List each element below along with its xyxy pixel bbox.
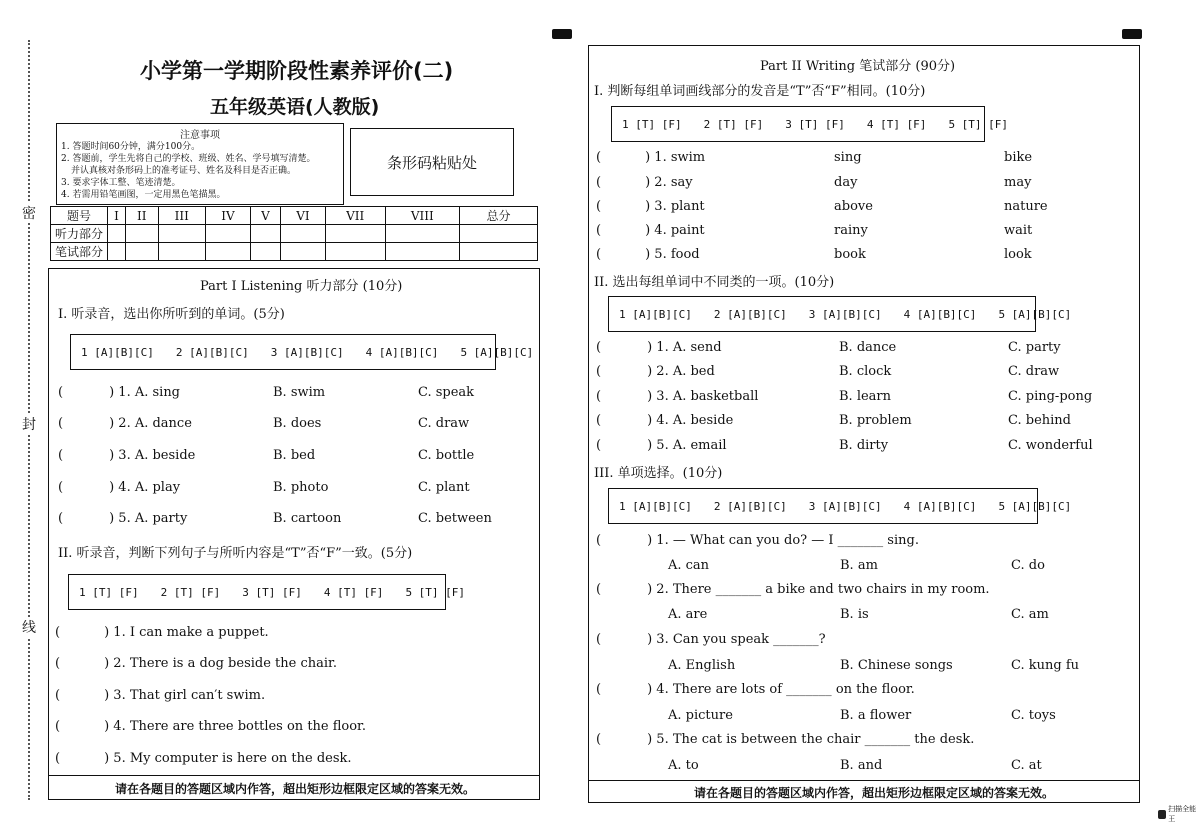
word-b: above	[834, 199, 873, 214]
answer-option[interactable]: 2 [T] [F]	[160, 585, 221, 599]
option-a: 4. A. beside	[656, 413, 734, 428]
mc-question: ( ) 3. Can you speak _______?	[596, 632, 826, 647]
answer-paren[interactable]: (	[596, 533, 602, 548]
option-b: B. Chinese songs	[840, 658, 953, 673]
option-b: B. learn	[839, 389, 892, 404]
answer-option[interactable]: 3 [A][B][C]	[808, 499, 882, 513]
answer-option[interactable]: 4 [A][B][C]	[365, 345, 439, 359]
option-c: C. behind	[1008, 413, 1071, 428]
category-row: ( ) 5. A. email B. dirty C. wonderful	[596, 438, 1093, 453]
score-cell[interactable]	[125, 225, 158, 243]
option-c: C. wonderful	[1008, 438, 1093, 453]
option-c: C. speak	[418, 385, 475, 400]
option-b: B. is	[840, 607, 869, 622]
word-a: 1. swim	[654, 150, 706, 165]
word-b: rainy	[834, 223, 868, 238]
answer-option[interactable]: 3 [A][B][C]	[808, 307, 882, 321]
option-a: 4. A. play	[118, 480, 181, 495]
word-b: sing	[834, 150, 862, 165]
part2-sec3-answer-box[interactable]	[608, 488, 1072, 524]
option-b: B. does	[273, 416, 322, 431]
score-cell[interactable]	[459, 225, 537, 243]
scanner-logo-text: 扫描全能王	[1168, 805, 1197, 823]
answer-option[interactable]: 3 [T] [F]	[242, 585, 302, 599]
option-b: B. a flower	[840, 708, 912, 723]
answer-paren[interactable]: (	[596, 682, 602, 697]
answer-paren[interactable]: (	[55, 719, 61, 734]
word-c: nature	[1004, 199, 1048, 214]
answer-paren[interactable]: (	[596, 582, 602, 597]
score-row-label: 笔试部分	[51, 243, 108, 261]
answer-paren[interactable]: (	[58, 511, 64, 526]
answer-option[interactable]: 5 [T] [F]	[948, 117, 1009, 131]
score-cell[interactable]	[158, 243, 205, 261]
mc-question: ( ) 1. — What can you do? — I _______ sing.	[596, 533, 919, 548]
answer-paren[interactable]: (	[55, 625, 61, 640]
phonics-row: ( ) 1. swim sing bike	[596, 150, 1033, 165]
margin-char-mi: 密	[22, 203, 36, 223]
tf-question-row: ( ) 5. My computer is here on the desk.	[55, 751, 352, 766]
answer-paren[interactable]: (	[596, 199, 602, 214]
option-c: C. at	[1011, 758, 1042, 773]
mc-stem: 1. — What can you do? — I _______ sing.	[656, 533, 919, 548]
category-row: ( ) 3. A. basketball B. learn C. ping-pong	[596, 389, 1093, 404]
tf-sentence: 2. There is a dog beside the chair.	[113, 656, 337, 671]
mc-question: ( ) 5. The cat is between the chair _______ the desk.	[596, 732, 975, 747]
question-row: ( ) 2. A. dance B. does C. draw	[58, 416, 470, 431]
answer-option[interactable]: 2 [T] [F]	[703, 117, 764, 131]
option-c: C. draw	[418, 416, 470, 431]
mc-options	[668, 558, 1108, 573]
category-row: ( ) 2. A. bed B. clock C. draw	[596, 364, 1060, 379]
score-row-label: 听力部分	[51, 225, 108, 243]
answer-paren[interactable]: (	[596, 389, 602, 404]
word-b: day	[834, 175, 858, 190]
page-title: 小学第一学期阶段性素养评价(二)	[140, 59, 454, 83]
mc-options	[668, 607, 1108, 622]
score-header-cell: VII	[325, 207, 385, 225]
option-a: 5. A. email	[656, 438, 727, 453]
answer-paren[interactable]: (	[55, 688, 61, 703]
option-a: 2. A. bed	[656, 364, 715, 379]
score-header-cell: 总分	[459, 207, 537, 225]
phonics-row: ( ) 3. plant above nature	[596, 199, 1048, 214]
score-header-cell: V	[250, 207, 280, 225]
score-cell[interactable]	[459, 243, 537, 261]
answer-option[interactable]: 1 [A][B][C]	[619, 499, 692, 513]
tf-question-row: ( ) 4. There are three bottles on the floor.	[55, 719, 366, 734]
tf-sentence: 4. There are three bottles on the floor.	[113, 719, 366, 734]
part1-sec1-answer-box[interactable]	[70, 334, 534, 370]
score-cell[interactable]	[108, 225, 126, 243]
part2-footer: 请在各题目的答题区域内作答，超出矩形边框限定区域的答案无效。	[694, 786, 1055, 800]
option-b: B. photo	[273, 480, 329, 495]
answer-paren[interactable]: (	[596, 340, 602, 355]
part2-sec2-title: II. 选出每组单词中不同类的一项。(10分)	[594, 275, 835, 290]
answer-option[interactable]: 2 [A][B][C]	[713, 307, 787, 321]
answer-paren[interactable]: (	[596, 732, 602, 747]
score-header-cell: I	[108, 207, 126, 225]
answer-option[interactable]: 1 [T] [F]	[622, 117, 682, 131]
word-a: 3. plant	[654, 199, 705, 214]
score-row-writing	[51, 243, 538, 261]
question-row: ( ) 4. A. play B. photo C. plant	[58, 480, 470, 495]
option-a: 2. A. dance	[118, 416, 192, 431]
word-c: bike	[1004, 150, 1033, 165]
option-c: C. do	[1011, 558, 1045, 573]
word-b: book	[834, 247, 866, 262]
answer-paren[interactable]: (	[58, 385, 64, 400]
option-c: C. toys	[1011, 708, 1056, 723]
option-b: B. and	[840, 758, 883, 773]
option-c: C. ping-pong	[1008, 389, 1093, 404]
answer-paren[interactable]: (	[596, 223, 602, 238]
margin-char-xian: 线	[22, 617, 36, 637]
answer-option[interactable]: 1 [A][B][C]	[81, 345, 154, 359]
notice-item-1: 1. 答题时间60分钟，满分100分。	[61, 142, 201, 152]
answer-paren[interactable]: (	[596, 632, 602, 647]
mc-stem: 2. There _______ a bike and two chairs in my room.	[656, 582, 990, 597]
part1-sec2-title: II. 听录音，判断下列句子与所听内容是“T”否“F”一致。(5分)	[58, 546, 413, 561]
answer-option[interactable]: 2 [A][B][C]	[175, 345, 249, 359]
answer-option[interactable]: 5 [T] [F]	[405, 585, 466, 599]
score-header-cell: VIII	[385, 207, 459, 225]
answer-option[interactable]: 3 [T] [F]	[785, 117, 845, 131]
word-c: may	[1004, 175, 1032, 190]
option-a: 5. A. party	[118, 511, 188, 526]
answer-paren[interactable]: (	[596, 438, 602, 453]
score-cell[interactable]	[206, 225, 251, 243]
option-b: B. problem	[839, 413, 912, 428]
option-a: 1. A. send	[656, 340, 722, 355]
answer-paren[interactable]: (	[58, 480, 64, 495]
notice-box	[56, 123, 344, 205]
option-a: 3. A. beside	[118, 448, 196, 463]
word-a: 5. food	[654, 247, 700, 262]
option-b: B. swim	[273, 385, 326, 400]
part2-sec1-title: I. 判断每组单词画线部分的发音是“T”否“F”相同。(10分)	[594, 84, 926, 99]
score-header-cell: III	[158, 207, 205, 225]
option-a: 3. A. basketball	[656, 389, 759, 404]
mc-options	[668, 758, 1108, 773]
score-cell[interactable]	[385, 225, 459, 243]
answer-paren[interactable]: (	[596, 150, 602, 165]
answer-paren[interactable]: (	[596, 413, 602, 428]
score-cell[interactable]	[108, 243, 126, 261]
category-row: ( ) 1. A. send B. dance C. party	[596, 340, 1061, 355]
page-subtitle: 五年级英语(人教版)	[210, 96, 380, 118]
answer-paren[interactable]: (	[55, 751, 61, 766]
part2-sec1-answer-box[interactable]	[611, 106, 1009, 142]
mc-question: ( ) 4. There are lots of _______ on the floor.	[596, 682, 915, 697]
answer-paren[interactable]: (	[596, 175, 602, 190]
answer-option[interactable]: 1 [A][B][C]	[619, 307, 692, 321]
tf-sentence: 5. My computer is here on the desk.	[113, 751, 352, 766]
score-cell[interactable]	[385, 243, 459, 261]
part1-sec2-answer-box[interactable]	[68, 574, 466, 610]
mc-stem: 3. Can you speak _______?	[656, 632, 826, 647]
word-c: wait	[1004, 223, 1033, 238]
option-c: C. plant	[418, 480, 470, 495]
answer-option[interactable]: 3 [A][B][C]	[270, 345, 344, 359]
tf-question-row: ( ) 3. That girl can′t swim.	[55, 688, 266, 703]
score-cell[interactable]	[281, 225, 326, 243]
tf-sentence: 1. I can make a puppet.	[113, 625, 269, 640]
notice-item-3: 3. 要求字体工整、笔迹清楚。	[61, 178, 181, 188]
score-table-header	[51, 207, 538, 225]
score-cell[interactable]	[158, 225, 205, 243]
score-header-cell: 题号	[51, 207, 108, 225]
option-c: C. kung fu	[1011, 658, 1080, 673]
option-c: C. party	[1008, 340, 1061, 355]
option-c: C. bottle	[418, 448, 475, 463]
barcode-area	[350, 128, 514, 196]
word-a: 4. paint	[654, 223, 705, 238]
mc-options	[668, 658, 1108, 673]
question-row: ( ) 1. A. sing B. swim C. speak	[58, 385, 475, 400]
tf-question-row: ( ) 1. I can make a puppet.	[55, 625, 269, 640]
option-a: A. to	[668, 758, 699, 773]
scanner-logo-icon	[1158, 810, 1166, 819]
option-a: A. can	[668, 558, 710, 573]
question-row: ( ) 3. A. beside B. bed C. bottle	[58, 448, 475, 463]
part1-footer: 请在各题目的答题区域内作答，超出矩形边框限定区域的答案无效。	[115, 782, 476, 796]
word-c: look	[1004, 247, 1032, 262]
category-row: ( ) 4. A. beside B. problem C. behind	[596, 413, 1071, 428]
scanner-logo	[1158, 804, 1200, 824]
answer-paren[interactable]: (	[596, 247, 602, 262]
notice-item-2: 2. 答题前，学生先将自己的学校、班级、姓名、学号填写清楚。	[61, 154, 316, 164]
phonics-row: ( ) 4. paint rainy wait	[596, 223, 1033, 238]
part2-sec3-title: III. 单项选择。(10分)	[594, 466, 723, 481]
question-row: ( ) 5. A. party B. cartoon C. between	[58, 511, 492, 526]
option-b: B. am	[840, 558, 878, 573]
option-c: C. draw	[1008, 364, 1060, 379]
option-b: B. dirty	[839, 438, 889, 453]
answer-option[interactable]: 2 [A][B][C]	[713, 499, 787, 513]
part2-sec2-answer-box[interactable]	[608, 296, 1072, 332]
option-c: C. am	[1011, 607, 1049, 622]
option-a: 1. A. sing	[118, 385, 181, 400]
answer-option[interactable]: 4 [T] [F]	[323, 585, 384, 599]
score-cell[interactable]	[206, 243, 251, 261]
phonics-row: ( ) 2. say day may	[596, 175, 1032, 190]
mc-stem: 5. The cat is between the chair _______ the desk.	[656, 732, 975, 747]
answer-option[interactable]: 5 [A][B][C]	[998, 499, 1072, 513]
answer-paren[interactable]: (	[596, 364, 602, 379]
answer-option[interactable]: 4 [A][B][C]	[903, 307, 977, 321]
option-b: B. clock	[839, 364, 892, 379]
answer-option[interactable]: 5 [A][B][C]	[998, 307, 1072, 321]
score-header-cell: II	[125, 207, 158, 225]
barcode-label: 条形码粘贴处	[386, 153, 477, 172]
score-row-listening	[51, 225, 538, 243]
notice-item-2b: 并认真核对条形码上的准考证号、姓名及科目是否正确。	[71, 166, 297, 176]
score-cell[interactable]	[125, 243, 158, 261]
notice-heading: 注意事项	[180, 130, 220, 141]
option-c: C. between	[418, 511, 492, 526]
answer-option[interactable]: 5 [A][B][C]	[460, 345, 534, 359]
score-cell[interactable]	[250, 225, 280, 243]
answer-option[interactable]: 4 [T] [F]	[866, 117, 927, 131]
score-cell[interactable]	[281, 243, 326, 261]
part1-sec1-title: I. 听录音，选出你所听到的单词。(5分)	[58, 307, 285, 322]
score-header-cell: IV	[206, 207, 251, 225]
part2-footer-divider	[588, 780, 1140, 781]
notice-item-4: 4. 若需用铅笔画图，一定用黑色笔描黑。	[61, 190, 226, 200]
answer-paren[interactable]: (	[58, 448, 64, 463]
answer-paren[interactable]: (	[58, 416, 64, 431]
phonics-row: ( ) 5. food book look	[596, 247, 1032, 262]
option-b: B. dance	[839, 340, 897, 355]
option-a: A. picture	[668, 708, 733, 723]
mc-stem: 4. There are lots of _______ on the floor.	[656, 682, 915, 697]
mc-question: ( ) 2. There _______ a bike and two chairs in my room.	[596, 582, 990, 597]
registration-mark	[552, 29, 572, 39]
margin-char-feng: 封	[22, 414, 36, 434]
option-a: A. are	[668, 607, 708, 622]
answer-option[interactable]: 1 [T] [F]	[79, 585, 139, 599]
answer-option[interactable]: 4 [A][B][C]	[903, 499, 977, 513]
answer-paren[interactable]: (	[55, 656, 61, 671]
mc-options	[668, 708, 1108, 723]
part1-footer-divider	[48, 775, 540, 776]
score-cell[interactable]	[325, 243, 385, 261]
option-a: A. English	[668, 658, 736, 673]
registration-mark	[1122, 29, 1142, 39]
score-table	[50, 206, 538, 261]
score-header-cell: VI	[281, 207, 326, 225]
tf-question-row: ( ) 2. There is a dog beside the chair.	[55, 656, 337, 671]
option-b: B. bed	[273, 448, 316, 463]
tf-sentence: 3. That girl can′t swim.	[113, 688, 266, 703]
score-cell[interactable]	[325, 225, 385, 243]
word-a: 2. say	[654, 175, 693, 190]
part2-title: Part II Writing 笔试部分 (90分)	[760, 59, 956, 74]
option-b: B. cartoon	[273, 511, 342, 526]
part1-title: Part I Listening 听力部分 (10分)	[200, 279, 403, 294]
score-cell[interactable]	[250, 243, 280, 261]
